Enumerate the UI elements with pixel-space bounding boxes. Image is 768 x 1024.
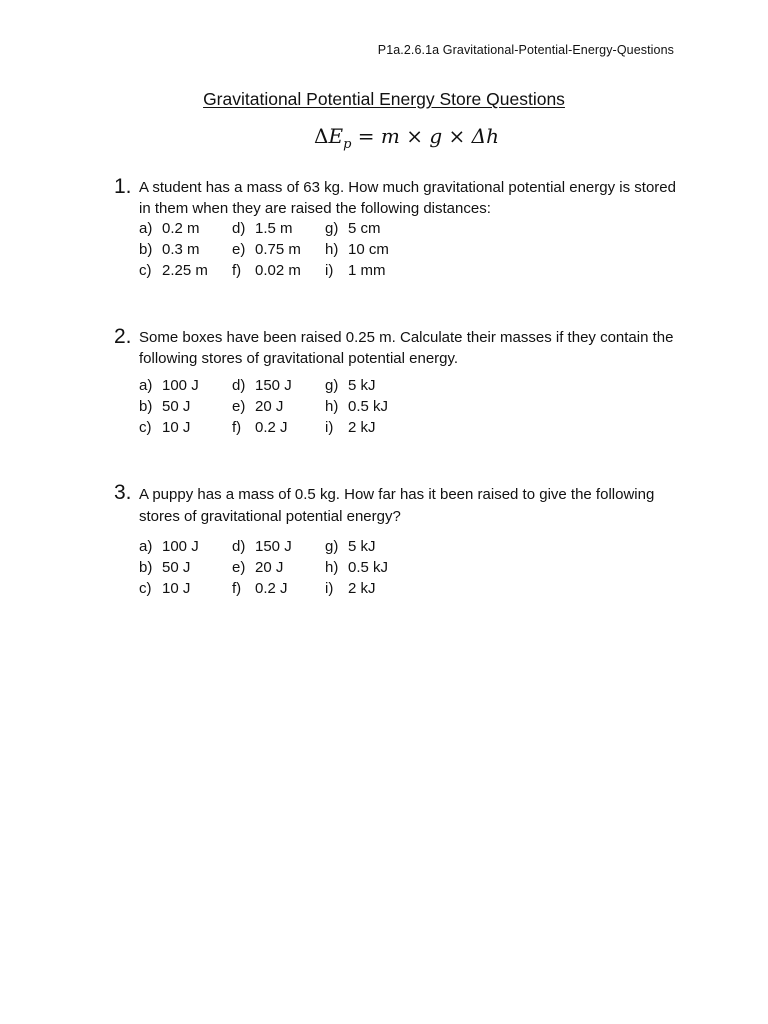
option-letter: b) [139, 241, 153, 258]
option-value: 10 J [162, 419, 191, 436]
option-item [325, 396, 425, 417]
option-value: 50 J [162, 559, 191, 576]
option-value: 0.02 m [255, 262, 301, 279]
option-letter: f) [232, 580, 242, 597]
option-item [325, 218, 425, 239]
option-letter: c) [139, 419, 152, 436]
option-value: 50 J [162, 398, 191, 415]
option-letter: b) [139, 398, 153, 415]
option-letter: d) [232, 220, 246, 237]
option-letter: i) [325, 262, 334, 279]
option-letter: h) [325, 241, 339, 258]
option-value: 5 kJ [348, 377, 376, 394]
option-letter: d) [232, 377, 246, 394]
option-item [232, 578, 325, 599]
option-value: 5 cm [348, 220, 381, 237]
option-item [139, 557, 232, 578]
option-item [139, 536, 232, 557]
options-row [139, 578, 425, 599]
options-row [139, 260, 425, 281]
option-letter: a) [139, 377, 153, 394]
option-item [139, 578, 232, 599]
option-item [325, 417, 425, 438]
question-text: Some boxes have been raised 0.25 m. Calculate their masses if they contain the following stores of gravitational potential energy. [139, 329, 674, 367]
option-letter: a) [139, 220, 153, 237]
option-item [232, 239, 325, 260]
option-letter: h) [325, 559, 339, 576]
option-letter: i) [325, 580, 334, 597]
options-row [139, 375, 425, 396]
option-letter: d) [232, 538, 246, 555]
option-value: 100 J [162, 377, 199, 394]
option-value: 100 J [162, 538, 199, 555]
option-letter: c) [139, 262, 152, 279]
option-item [232, 557, 325, 578]
option-value: 2 kJ [348, 580, 376, 597]
option-value: 20 J [255, 398, 284, 415]
option-item [139, 417, 232, 438]
option-letter: b) [139, 559, 153, 576]
page-title-text: Gravitational Potential Energy Store Questions [203, 89, 565, 109]
question-text: A puppy has a mass of 0.5 kg. How far has it been raised to give the following stores of gravitational potential energy? [139, 486, 655, 525]
gpe-equation [0, 124, 768, 152]
options-row [139, 396, 425, 417]
answer-options [139, 218, 425, 281]
option-item [232, 260, 325, 281]
option-value: 20 J [255, 559, 284, 576]
option-letter: e) [232, 241, 246, 258]
options-row [139, 218, 425, 239]
option-letter: f) [232, 419, 242, 436]
answer-options [139, 375, 425, 438]
option-value: 150 J [255, 377, 292, 394]
option-item [232, 417, 325, 438]
option-letter: e) [232, 398, 246, 415]
option-letter: g) [325, 377, 339, 394]
option-letter: f) [232, 262, 242, 279]
equation-delta: Δ [314, 124, 329, 148]
option-value: 2.25 m [162, 262, 208, 279]
option-value: 0.2 J [255, 419, 288, 436]
option-letter: a) [139, 538, 153, 555]
equation-subscript: p [343, 137, 352, 152]
options-row [139, 417, 425, 438]
option-item [325, 375, 425, 396]
option-value: 0.2 m [162, 220, 200, 237]
option-letter: e) [232, 559, 246, 576]
option-value: 0.2 J [255, 580, 288, 597]
option-value: 2 kJ [348, 419, 376, 436]
options-row [139, 239, 425, 260]
equation-energy-symbol: E [328, 124, 344, 148]
option-item [325, 536, 425, 557]
option-letter: h) [325, 398, 339, 415]
question-number: 3. [114, 481, 132, 504]
option-value: 5 kJ [348, 538, 376, 555]
option-item [232, 536, 325, 557]
answer-options [139, 536, 425, 599]
option-value: 0.75 m [255, 241, 301, 258]
question-text: A student has a mass of 63 kg. How much gravitational potential energy is stored in them when they are raised the following distances: [139, 179, 676, 217]
option-item [325, 578, 425, 599]
option-item [232, 375, 325, 396]
option-letter: g) [325, 220, 339, 237]
option-letter: i) [325, 419, 334, 436]
options-row [139, 536, 425, 557]
option-letter: c) [139, 580, 152, 597]
option-value: 1 mm [348, 262, 386, 279]
option-value: 10 J [162, 580, 191, 597]
options-row [139, 557, 425, 578]
document-reference: P1a.2.6.1a Gravitational-Potential-Energy-Questions [377, 43, 674, 57]
option-value: 10 cm [348, 241, 389, 258]
option-item [139, 375, 232, 396]
option-value: 0.5 kJ [348, 559, 389, 576]
option-item [139, 239, 232, 260]
question-number: 2. [114, 325, 132, 348]
option-value: 1.5 m [255, 220, 293, 237]
option-item [325, 260, 425, 281]
option-value: 0.3 m [162, 241, 200, 258]
option-letter: g) [325, 538, 339, 555]
option-item [139, 218, 232, 239]
option-value: 0.5 kJ [348, 398, 389, 415]
option-value: 150 J [255, 538, 292, 555]
option-item [232, 218, 325, 239]
question-number: 1. [114, 175, 132, 198]
page-title [0, 89, 768, 110]
option-item [325, 557, 425, 578]
option-item [232, 396, 325, 417]
option-item [139, 260, 232, 281]
equation-rest: = m × g × Δh [351, 124, 499, 148]
option-item [325, 239, 425, 260]
option-item [139, 396, 232, 417]
